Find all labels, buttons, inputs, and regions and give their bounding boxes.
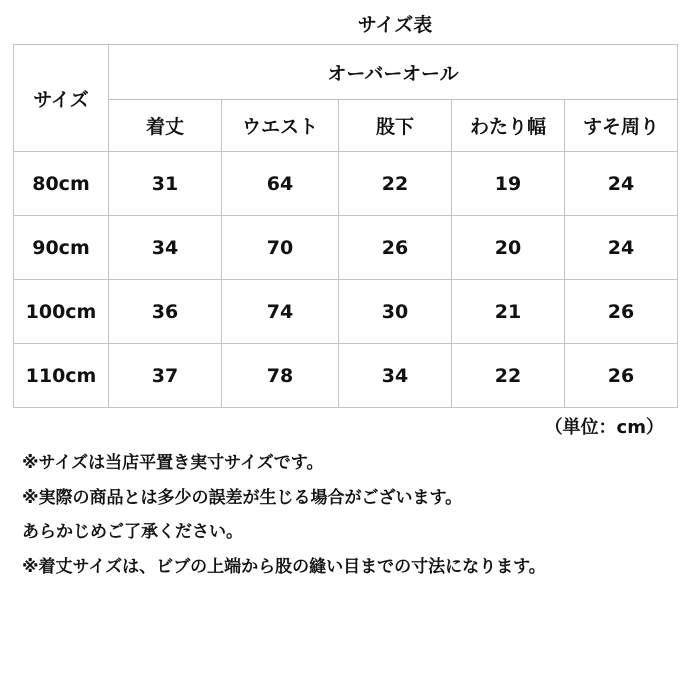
value-cell: 21 <box>452 280 565 344</box>
value-cell: 22 <box>452 344 565 408</box>
value-cell: 34 <box>109 216 222 280</box>
table-row <box>14 152 678 216</box>
value-cell: 26 <box>565 344 678 408</box>
value-cell: 34 <box>339 344 452 408</box>
value-cell: 30 <box>339 280 452 344</box>
value-cell: 36 <box>109 280 222 344</box>
table-header-row-columns <box>14 100 678 152</box>
page-title: サイズ表 <box>357 14 433 36</box>
value-cell: 24 <box>565 216 678 280</box>
value-cell: 78 <box>222 344 339 408</box>
value-cell: 19 <box>452 152 565 216</box>
note-line: ※サイズは当店平置き実寸サイズです。 <box>22 453 324 473</box>
value-cell: 70 <box>222 216 339 280</box>
table-header-row-group <box>14 45 678 100</box>
column-header-inseam: 股下 <box>339 100 452 152</box>
column-header-hem: すそ周り <box>565 100 678 152</box>
table-row <box>14 216 678 280</box>
value-cell: 64 <box>222 152 339 216</box>
notes-block <box>22 446 546 584</box>
value-cell: 26 <box>339 216 452 280</box>
value-cell: 74 <box>222 280 339 344</box>
note-line: ※実際の商品とは多少の誤差が生じる場合がございます。 <box>22 487 463 508</box>
value-cell: 22 <box>339 152 452 216</box>
table-row <box>14 280 678 344</box>
size-table <box>13 44 678 408</box>
value-cell: 20 <box>452 216 565 280</box>
column-header-thigh-width: わたり幅 <box>452 100 565 152</box>
value-cell: 24 <box>565 152 678 216</box>
overall-group-header: オーバーオール <box>109 45 678 100</box>
value-cell: 37 <box>109 344 222 408</box>
note-line: あらかじめご了承ください。 <box>22 522 243 542</box>
size-cell: 110cm <box>14 344 109 408</box>
column-header-length: 着丈 <box>109 100 222 152</box>
size-cell: 100cm <box>14 280 109 344</box>
value-cell: 31 <box>109 152 222 216</box>
column-header-waist: ウエスト <box>222 100 339 152</box>
table-row <box>14 344 678 408</box>
size-cell: 90cm <box>14 216 109 280</box>
value-cell: 26 <box>565 280 678 344</box>
size-cell: 80cm <box>14 152 109 216</box>
unit-note: （単位：cm） <box>544 417 664 438</box>
note-line: ※着丈サイズは、ビブの上端から股の縫い目までの寸法になります。 <box>22 556 546 577</box>
size-header-cell: サイズ <box>14 45 109 152</box>
